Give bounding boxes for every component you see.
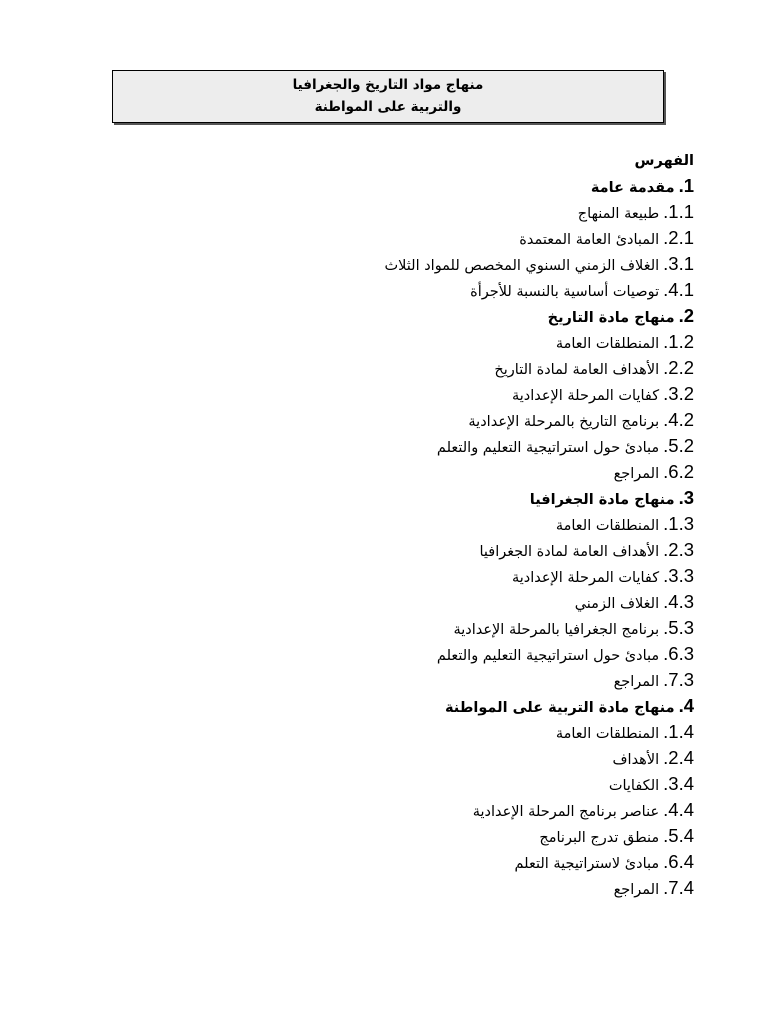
toc-entry-text: المراجع	[613, 674, 660, 690]
toc-entry-text: الكفايات	[608, 778, 660, 794]
toc-entry-number: .2.2	[663, 357, 694, 378]
toc-entry	[200, 771, 694, 797]
toc-entry-text: توصيات أساسية بالنسبة للأجرأة	[470, 284, 660, 300]
toc-entry-text: منهاج مادة التربية على المواطنة	[445, 700, 675, 716]
toc-entry	[200, 407, 694, 433]
toc-entry-text: برنامج التاريخ بالمرحلة الإعدادية	[468, 414, 660, 430]
toc-entry	[200, 199, 694, 225]
toc-entry-number: .5.4	[663, 825, 694, 846]
toc-entry-text: الأهداف العامة لمادة الجغرافيا	[479, 544, 660, 560]
toc-entry-text: منهاج مادة التاريخ	[547, 310, 675, 326]
title-line-1: منهاج مواد التاريخ والجغرافيا	[292, 77, 484, 93]
toc-entry-number: .1.4	[663, 721, 694, 742]
toc-entry-text: المراجع	[613, 882, 660, 898]
toc-entry-number: .4.1	[663, 279, 694, 300]
toc-entry	[200, 355, 694, 381]
toc-entry	[200, 433, 694, 459]
toc-entry	[200, 381, 694, 407]
toc-entry-number: .7.3	[663, 669, 694, 690]
toc-entry-text: كفايات المرحلة الإعدادية	[511, 570, 660, 586]
toc-entry	[200, 277, 694, 303]
toc-entry-text: الغلاف الزمني	[574, 596, 660, 612]
toc-entry	[200, 615, 694, 641]
toc-list	[200, 173, 694, 901]
table-of-contents	[200, 150, 694, 901]
toc-entry	[200, 745, 694, 771]
toc-entry	[200, 667, 694, 693]
toc-section-entry	[200, 485, 694, 511]
toc-entry	[200, 225, 694, 251]
toc-entry-number: .3	[678, 487, 694, 508]
toc-entry-text: المنطلقات العامة	[555, 518, 660, 534]
toc-entry-number: .4.3	[663, 591, 694, 612]
toc-section-entry	[200, 303, 694, 329]
toc-entry-number: .4.4	[663, 799, 694, 820]
toc-entry-number: .4	[678, 695, 694, 716]
toc-entry-number: .3.1	[663, 253, 694, 274]
toc-entry-text: عناصر برنامج المرحلة الإعدادية	[472, 804, 660, 820]
toc-entry-number: .7.4	[663, 877, 694, 898]
toc-entry-number: .1	[678, 175, 694, 196]
toc-entry-text: مبادئ حول استراتيجية التعليم والتعلم	[436, 648, 660, 664]
toc-section-entry	[200, 173, 694, 199]
toc-entry-number: .6.3	[663, 643, 694, 664]
toc-entry	[200, 537, 694, 563]
toc-entry-number: .5.3	[663, 617, 694, 638]
toc-entry-number: .1.1	[663, 201, 694, 222]
toc-heading: الفهرس	[634, 153, 694, 169]
toc-section-entry	[200, 693, 694, 719]
toc-entry-number: .2.1	[663, 227, 694, 248]
toc-entry-number: .6.2	[663, 461, 694, 482]
toc-entry-text: مبادئ لاستراتيجية التعلم	[514, 856, 660, 872]
toc-entry	[200, 251, 694, 277]
toc-entry	[200, 797, 694, 823]
toc-entry-text: المراجع	[613, 466, 660, 482]
title-line-2: والتربية على المواطنة	[314, 99, 462, 115]
toc-entry-text: مبادئ حول استراتيجية التعليم والتعلم	[436, 440, 660, 456]
toc-entry	[200, 589, 694, 615]
toc-entry-number: .3.2	[663, 383, 694, 404]
toc-entry-text: برنامج الجغرافيا بالمرحلة الإعدادية	[453, 622, 660, 638]
title-box	[112, 70, 664, 123]
toc-entry-text: منطق تدرج البرنامج	[539, 830, 660, 846]
toc-entry	[200, 849, 694, 875]
toc-entry-number: .5.2	[663, 435, 694, 456]
toc-entry	[200, 719, 694, 745]
toc-entry-text: طبيعة المنهاج	[577, 206, 660, 222]
toc-entry-number: .3.3	[663, 565, 694, 586]
toc-entry-number: .3.4	[663, 773, 694, 794]
toc-entry-number: .4.2	[663, 409, 694, 430]
toc-entry	[200, 641, 694, 667]
toc-entry-text: الأهداف	[612, 752, 660, 768]
toc-entry-text: المنطلقات العامة	[555, 336, 660, 352]
toc-entry-text: الغلاف الزمني السنوي المخصص للمواد الثلاث	[384, 258, 660, 274]
toc-entry-text: الأهداف العامة لمادة التاريخ	[494, 362, 660, 378]
toc-entry	[200, 875, 694, 901]
toc-entry-text: مقدمة عامة	[590, 180, 675, 196]
toc-entry-number: .2	[678, 305, 694, 326]
toc-entry-number: .2.4	[663, 747, 694, 768]
toc-entry-text: المنطلقات العامة	[555, 726, 660, 742]
toc-entry	[200, 459, 694, 485]
toc-entry	[200, 511, 694, 537]
toc-entry-text: المبادئ العامة المعتمدة	[519, 232, 660, 248]
toc-entry-number: .1.2	[663, 331, 694, 352]
toc-entry	[200, 329, 694, 355]
toc-entry	[200, 563, 694, 589]
toc-entry-text: منهاج مادة الجغرافيا	[529, 492, 675, 508]
toc-entry-number: .6.4	[663, 851, 694, 872]
toc-entry-number: .2.3	[663, 539, 694, 560]
toc-entry-text: كفايات المرحلة الإعدادية	[511, 388, 660, 404]
toc-entry-number: .1.3	[663, 513, 694, 534]
toc-entry	[200, 823, 694, 849]
